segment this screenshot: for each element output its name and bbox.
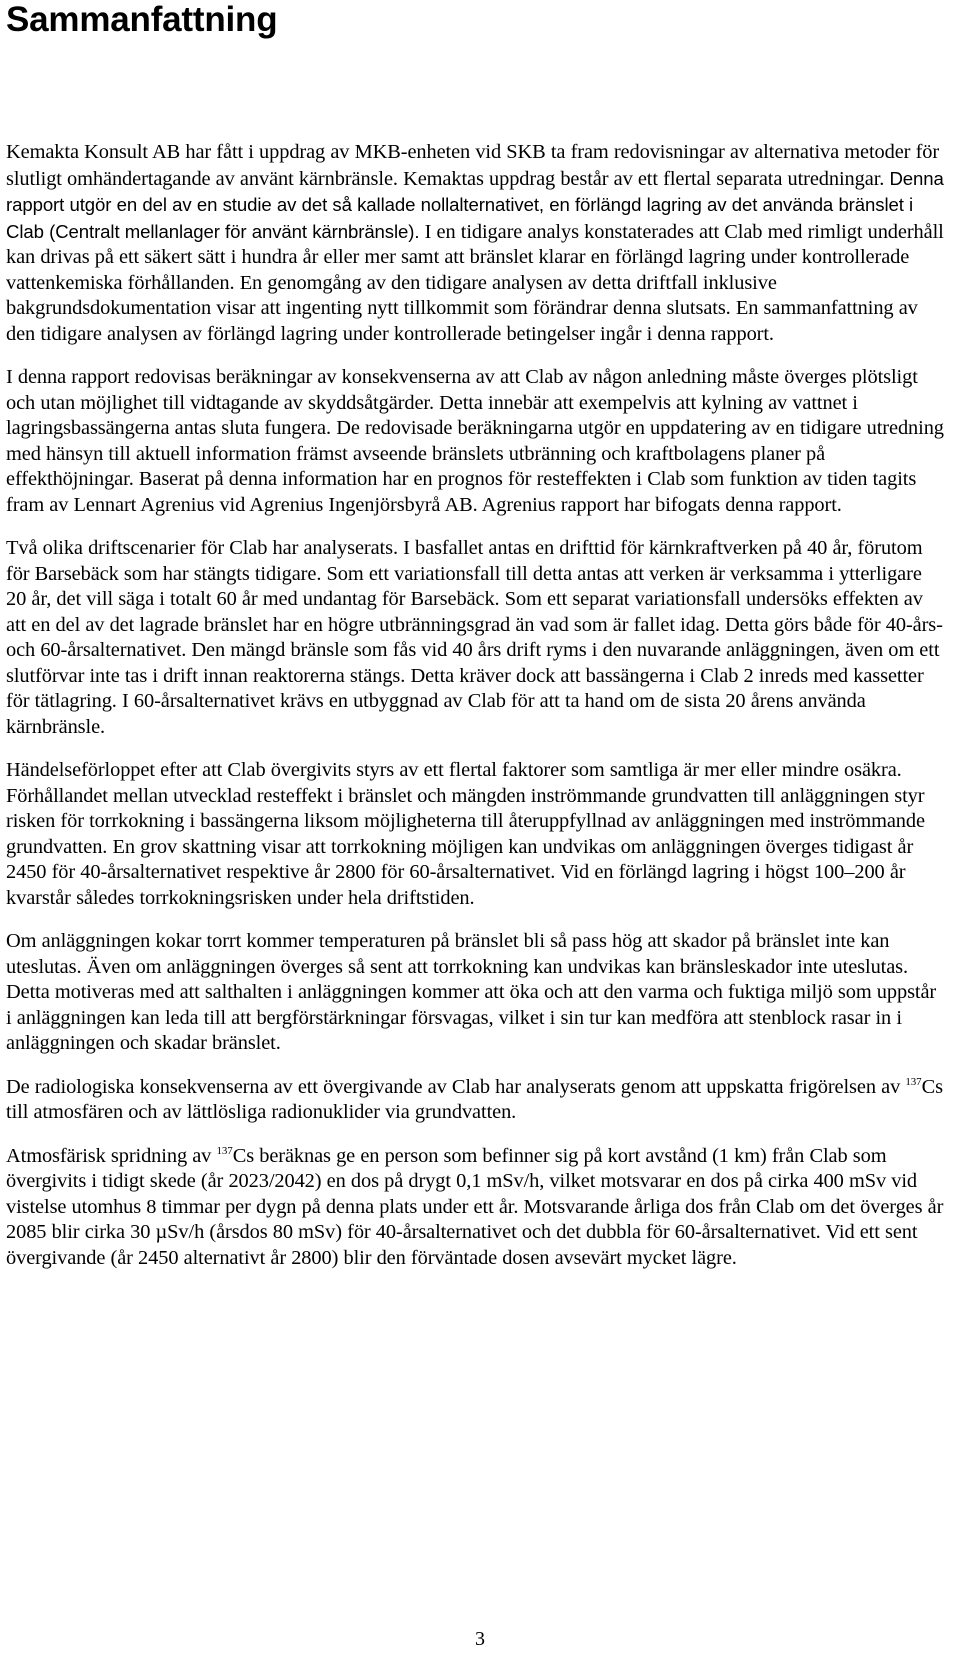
paragraph-6-after: Cs till atmosfären och av lättlösliga radionuklider via grundvatten. — [6, 1075, 943, 1123]
paragraph-5: Om anläggningen kokar torrt kommer temperaturen på bränslet bli så pass hög att skador på bränslet inte kan uteslutas. Även om anläggningen överges så sent att torrkokning kan undvikas kan bränsleskador inte uteslutas. Detta motiveras med att salthalten i anläggningen kommer att öka och att den varma och fuktiga miljö som uppstår i anläggningen kan leda till att bergförstärkningar försvagas, vilket i sin tur kan medföra att stenblock rasar in i anläggningen och skadar bränslet. — [6, 930, 937, 1054]
paragraph-1-rest: I en tidigare analys konstaterades att Clab med rimligt underhåll kan drivas på ett säkert sätt i hundra år eller mer samt att bränslet klarar en förlängd lagring under kontrollerade vattenkemiska förhållanden. En genomgång av den tidigare analysen av detta driftfall inklusive bakgrundsdokumentation visar att ingenting nytt tillkommit som förändrar denna slutsats. En sammanfattning av den tidigare analysen av förlängd lagring under kontrollerade betingelser ingår i denna rapport. — [6, 220, 944, 345]
paragraph-7-before: Atmosfärisk spridning av — [6, 1144, 217, 1167]
paragraph-1-sans-run: Denna rapport utgör en del av en studie av det så kallade nollalternativet, en förlängd lagring av det använda bränslet i Clab (Centralt mellanlager för använt kärnbränsle). — [6, 167, 944, 242]
isotope-superscript: 137 — [905, 1075, 922, 1088]
page-number: 3 — [475, 1628, 485, 1650]
paragraph-2: I denna rapport redovisas beräkningar av konsekvenserna av att Clab av någon anledning måste överges plötsligt och utan möjlighet till vidtagande av skyddsåtgärder. Detta innebär att exempelvis att kylning av vattnet i lagringsbassängerna antas sluta fungera. De redovisade beräkningarna utgör en uppdatering av en tidigare utredning med hänsyn till aktuell information främst avseende bränslets utbränning och kraftbolagens planer på effekthöjningar. Baserat på denna information har en prognos för resteffekten i Clab som funktion av tiden tagits fram av Lennart Agrenius vid Agrenius Ingenjörsbyrå AB. Agrenius rapport har bifogats denna rapport. — [6, 366, 944, 516]
paragraph-3: Två olika driftscenarier för Clab har analyserats. I basfallet antas en drifttid för kärnkraftverken på 40 år, förutom för Barsebäck som har stängts tidigare. Som ett variationsfall till detta antas att verken är verksamma i ytterligare 20 år, det vill säga i totalt 60 år med undantag för Barsebäck. Som ett separat variationsfall undersöks effekten av att en del av det lagrade bränslet har en högre utbränningsgrad än vad som är fallet idag. Detta görs både för 40-års- och 60-årsalternativet. Den mängd bränsle som fås vid 40 års drift ryms i den nuvarande anläggningen, även om ett slutförvar inte tas i drift innan reaktorerna stängs. Detta kräver dock att bassängerna i Clab 2 inreds med kassetter för tätlagring. I 60-årsalternativet krävs en utbyggnad av Clab för att ta hand om de sista 20 årens använda kärnbränsle. — [6, 537, 943, 738]
paragraph-7 — [6, 1144, 946, 1272]
paragraph-7-after: Cs beräknas ge en person som befinner sig på kort avstånd (1 km) från Clab som övergivits i tidigt skede (år 2023/2042) en dos på drygt 0,1 mSv/h, vilket motsvarar en dos på cirka 400 mSv vid vistelse utomhus 8 timmar per dygn på denna plats under ett år. Motsvarande årliga dos från Clab om det överges år 2085 blir cirka 30 µSv/h (årsdos 80 mSv) för 40-årsalternativet och det dubbla för 60-årsalternativet. Vid ett sent övergivande (år 2450 alternativt år 2800) blir den förväntade dosen avsevärt mycket lägre. — [6, 1144, 944, 1269]
page-title: Sammanfattning — [6, 0, 278, 39]
paragraph-4: Händelseförloppet efter att Clab övergivits styrs av ett flertal faktorer som samtliga är mer eller mindre osäkra. Förhållandet mellan utvecklad resteffekt i bränslet och mängden inströmmande grundvatten till anläggningen styr risken för torrkokning i bassängerna liksom möjligheterna till återuppfyllnad av anläggningen med inströmmande grundvatten. En grov skattning visar att torrkokning möjligen kan undvikas om anläggningen överges tidigast år 2450 för 40-årsalternativet respektive år 2800 för 60-årsalternativet. Vid en förlängd lagring i högst 100–200 år kvarstår således torrkokningsrisken under hela driftstiden. — [6, 759, 925, 909]
document-body — [6, 140, 946, 1271]
isotope-superscript: 137 — [216, 1144, 233, 1157]
paragraph-1 — [6, 140, 946, 347]
document-page — [6, 0, 946, 1289]
paragraph-6 — [6, 1075, 946, 1126]
paragraph-6-before: De radiologiska konsekvenserna av ett övergivande av Clab har analyserats genom att uppskatta frigörelsen av — [6, 1075, 906, 1098]
paragraph-1-intro: Kemakta Konsult AB har fått i uppdrag av MKB-enheten vid SKB ta fram redovisningar av alternativa metoder för slutligt omhändertagande av använt kärnbränsle. Kemaktas uppdrag består av ett flertal separata utredningar. — [6, 141, 940, 190]
